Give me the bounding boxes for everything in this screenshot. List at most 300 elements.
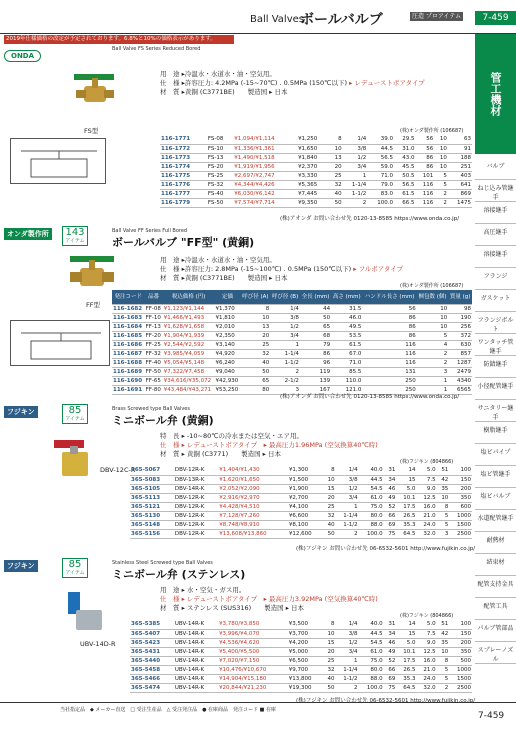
sidebar-tab[interactable]: 樹脂継手: [475, 422, 516, 444]
table-cell: 88.0: [359, 674, 384, 683]
table-cell: FF-50: [145, 368, 161, 375]
table-cell: 21.0: [416, 665, 436, 674]
table-cell: 65: [241, 376, 271, 385]
table-cell: 61.5: [331, 340, 362, 349]
section1-spec-line2: 仕 様 ▸許容圧力: 4.2MPa (-15~70℃) . 0.5MPa (150℃以下) ▸ レデューストボアタイプ: [160, 79, 425, 87]
section4-spec: [160, 586, 470, 613]
table-cell: 100.0: [367, 198, 394, 207]
table-cell: 75: [384, 529, 397, 538]
sidebar-tab[interactable]: スプレーノズル: [475, 642, 516, 664]
table-cell: 1/2: [343, 153, 368, 162]
table-row: [130, 674, 472, 683]
section4-title: ミニボール弁 (ステンレス): [112, 568, 246, 581]
table-cell: 10: [241, 313, 271, 322]
table-cell: ¥4,536/¥4,620: [218, 638, 288, 647]
table-row: [112, 349, 472, 358]
section2-spec-line1: 用 途 ▸冷温水・水道水・油・空気用。: [160, 256, 276, 264]
sidebar-tab[interactable]: 耐熱材: [475, 532, 516, 554]
table-cell: UBV-14R-K: [174, 683, 218, 692]
table-row: [112, 304, 472, 313]
table-cell: 188: [448, 153, 472, 162]
table-cell: ¥2,010: [215, 322, 241, 331]
ball-valve-ff-image: [66, 250, 118, 306]
sidebar-tab[interactable]: 塩ビバルブ: [475, 488, 516, 510]
sidebar-tab[interactable]: 溶接継手: [475, 246, 516, 268]
table-cell: 1/4: [335, 620, 358, 629]
table-cell: FS-32: [207, 180, 233, 189]
sidebar-tab[interactable]: 水道配管継手: [475, 510, 516, 532]
section2-item-badge: 143 アイテム: [62, 226, 88, 246]
header-title-en: Ball Valves: [250, 14, 304, 25]
table-cell: 372: [448, 331, 472, 340]
table-cell: 100.0: [359, 529, 384, 538]
table-cell: 79.0: [367, 180, 394, 189]
section1-img-label: FS型: [84, 127, 99, 135]
table-cell: 29.5: [394, 135, 415, 144]
fs-dimension-diagram: [10, 138, 106, 184]
table-cell: 79: [300, 340, 331, 349]
table-cell: 1000: [449, 511, 472, 520]
table-row: [160, 198, 472, 207]
table-cell: 5: [417, 331, 449, 340]
table-cell: 365-5130: [130, 511, 174, 520]
table-cell: DBV-12R-K: [174, 529, 218, 538]
table-cell: 56: [415, 135, 434, 144]
header-tag: 圧造 プロアイテム: [412, 13, 462, 20]
table-cell: 116: [415, 198, 434, 207]
table-cell: ¥4,100: [288, 502, 323, 511]
table-row: [112, 376, 472, 385]
table-cell: 7.5: [416, 629, 436, 638]
table-row: [130, 683, 472, 692]
table-cell: 35.3: [396, 674, 416, 683]
section3-table: [130, 466, 472, 539]
table-row: [130, 475, 472, 484]
table-cell: 40: [241, 358, 271, 367]
table-cell: 1-1/4: [270, 349, 300, 358]
table-cell: 16.0: [416, 656, 436, 665]
table-cell: 2500: [449, 529, 472, 538]
sidebar-tab[interactable]: フランジボルト: [475, 312, 516, 334]
table-cell: FF-32: [145, 350, 161, 357]
section3-brand-stamp: フジキン: [4, 406, 38, 418]
table-cell: 8: [437, 656, 450, 665]
table-cell: 2-1/2: [270, 376, 300, 385]
section2-series-en: Ball Valve FF Series Full Bored: [112, 228, 188, 234]
sidebar-tab[interactable]: 塩ビパイプ: [475, 444, 516, 466]
table-row: [160, 180, 472, 189]
table-cell: 34: [384, 629, 397, 638]
table-cell: DBV-12R-K: [174, 502, 218, 511]
section3-spec-line1: 特 長 ▸ -10~80℃の冷水または空気・エア用。: [160, 432, 304, 440]
table-cell: 24.0: [416, 674, 436, 683]
table-cell: 66.5: [394, 198, 415, 207]
table-row: [160, 135, 472, 144]
table-cell: 49: [384, 493, 397, 502]
table-cell: 52: [384, 502, 397, 511]
table-cell: ¥1,094/¥1,114: [233, 135, 297, 144]
table-cell: 869: [448, 189, 472, 198]
table-cell: 5: [437, 511, 450, 520]
table-cell: 8: [329, 135, 343, 144]
table-cell: FF-10: [145, 314, 161, 321]
section3-spec-line2: 仕 様 ▸ レデューストボアタイプ ▸ 最高圧力1.96MPa (空気換算40℃時): [160, 441, 378, 449]
table-cell: ¥3,996/¥4,070: [218, 629, 288, 638]
table-row: [130, 511, 472, 520]
table-cell: 17.5: [396, 502, 416, 511]
table-cell: FF-80: [145, 386, 161, 393]
section1-header: [112, 46, 472, 52]
table-cell: ¥1,250: [297, 135, 329, 144]
table-cell: ¥34,616/¥35,072: [163, 376, 215, 385]
table-cell: 116: [362, 349, 416, 358]
table-cell: 116: [415, 189, 434, 198]
table-cell: 24.0: [417, 520, 437, 529]
table-cell: 56: [362, 304, 416, 313]
sidebar-tab[interactable]: 塩ビ管継手: [475, 466, 516, 488]
table-cell: 49.5: [331, 322, 362, 331]
table-cell: 35.3: [396, 520, 416, 529]
table-cell: 2: [434, 189, 448, 198]
table-cell: 42: [437, 475, 450, 484]
table-cell: 3/8: [336, 475, 359, 484]
sidebar-tab[interactable]: ワンタッチ管継手: [475, 334, 516, 356]
table-cell: 1-1/2: [336, 520, 359, 529]
table-cell: ¥3,140: [215, 340, 241, 349]
table-cell: 5.0: [396, 638, 416, 647]
table-cell: ¥1,650: [297, 144, 329, 153]
table-header: 質量 (g): [448, 290, 472, 304]
section4-brand-stamp: フジキン: [4, 560, 38, 572]
table-cell: 86: [415, 153, 434, 162]
table-cell: ¥14,904/¥15,180: [218, 674, 288, 683]
table-cell: ¥2,700: [288, 493, 323, 502]
table-cell: FS-08: [207, 135, 233, 144]
table-cell: 56.5: [394, 180, 415, 189]
table-cell: 20: [323, 493, 336, 502]
section3-spec-line3: 材 質 ▸ 黄銅 (C3771) 製造国 ▸ 日本: [160, 450, 282, 458]
table-cell: 1: [335, 656, 358, 665]
table-cell: 67.0: [331, 349, 362, 358]
table-row: [112, 367, 472, 376]
table-row: [160, 171, 472, 180]
table-cell: 10: [417, 313, 449, 322]
table-cell: 100.0: [359, 683, 384, 692]
table-header: 呼び径 (B): [270, 290, 300, 304]
table-cell: FS-40: [207, 189, 233, 198]
table-cell: 3/8: [270, 313, 300, 322]
section3-maker: (株)フジキン (804866): [400, 459, 454, 465]
table-cell: 50: [323, 529, 336, 538]
table-row: [130, 620, 472, 629]
section4-img-label: UBV-14D-R: [80, 640, 116, 648]
table-cell: ¥4,920: [215, 349, 241, 358]
table-cell: 121.0: [331, 385, 362, 394]
table-cell: 12.5: [417, 493, 437, 502]
table-cell: ¥19,300: [288, 683, 323, 692]
table-cell: 34: [384, 475, 397, 484]
sidebar-tab[interactable]: 小径配管継手: [475, 378, 516, 400]
table-row: [160, 153, 472, 162]
table-cell: 50: [323, 683, 336, 692]
table-cell: 116-1684: [112, 322, 145, 331]
table-cell: ¥1,840: [297, 153, 329, 162]
table-cell: 80.0: [359, 665, 384, 674]
table-cell: 44.5: [367, 144, 394, 153]
table-cell: 40.0: [359, 466, 384, 475]
table-cell: ¥1,300: [288, 466, 323, 475]
sidebar-tab[interactable]: フランジ: [475, 268, 516, 290]
table-cell: 61.0: [359, 647, 384, 656]
table-cell: 35: [437, 638, 450, 647]
mini-ball-valve-brass-image: [50, 434, 100, 490]
section1-spec-note: ▸ レデューストボアタイプ: [349, 79, 425, 87]
table-cell: 350: [449, 647, 472, 656]
table-cell: 10: [434, 162, 448, 171]
table-row: [130, 484, 472, 493]
table-cell: 5: [437, 674, 450, 683]
sidebar-tab[interactable]: 結束材: [475, 554, 516, 576]
table-cell: 110.0: [331, 376, 362, 385]
table-cell: 40: [329, 189, 343, 198]
table-cell: UBV-14R-K: [174, 665, 218, 674]
table-cell: 600: [449, 502, 472, 511]
table-cell: 4: [417, 340, 449, 349]
table-cell: 66: [384, 665, 397, 674]
table-cell: ¥5,000: [288, 647, 323, 656]
section3-spec: [160, 432, 470, 459]
table-cell: 68: [300, 331, 331, 340]
table-cell: 116-1690: [112, 376, 145, 385]
table-cell: 1-1/2: [343, 189, 368, 198]
sidebar-tab[interactable]: ねじ込み管継手: [475, 180, 516, 202]
table-cell: 3: [270, 385, 300, 394]
table-cell: 54.5: [359, 484, 384, 493]
table-cell: ¥1,466/¥1,493: [163, 313, 215, 322]
table-cell: 9.0: [416, 638, 436, 647]
table-cell: 40.0: [359, 620, 384, 629]
header-title-jp: ボールバルブ: [300, 12, 383, 28]
table-cell: 5.0: [417, 466, 437, 475]
table-cell: 26.5: [396, 511, 416, 520]
table-cell: 2: [434, 198, 448, 207]
table-row: [130, 656, 472, 665]
table-cell: 200: [449, 638, 472, 647]
table-cell: 3: [437, 529, 450, 538]
category-label: 管工機材: [475, 34, 516, 154]
table-cell: 61.0: [359, 493, 384, 502]
table-cell: ¥7,322/¥7,458: [163, 367, 215, 376]
brand-logo-onda: ONDA: [4, 50, 41, 62]
table-cell: 4340: [448, 376, 472, 385]
table-cell: 116-1779: [160, 198, 207, 207]
table-cell: ¥5,365: [297, 180, 329, 189]
table-cell: 116-1772: [160, 144, 207, 153]
table-cell: 1: [336, 502, 359, 511]
section4-spec-line1: 用 途 ▸ 水・空気・ガス用。: [160, 586, 246, 594]
table-row: [130, 502, 472, 511]
table-cell: 365-5407: [130, 629, 174, 638]
table-cell: ¥6,600: [288, 511, 323, 520]
table-cell: 44: [300, 304, 331, 313]
table-cell: 15: [323, 484, 336, 493]
category-sidebar: [475, 34, 516, 694]
table-cell: 2: [437, 683, 450, 692]
table-cell: 25: [323, 502, 336, 511]
table-cell: 83.0: [367, 189, 394, 198]
table-cell: 1: [417, 385, 449, 394]
section2-spec-line2: 仕 様 ▸許容圧力: 2.8MPa (-15~100℃) . 0.5MPa (150℃以下) ▸ フルボアタイプ: [160, 265, 404, 273]
table-cell: 116: [362, 358, 416, 367]
table-header: 発注コード: [112, 290, 145, 304]
table-cell: ¥1,404/¥1,430: [218, 466, 288, 475]
table-cell: ¥6,240: [215, 358, 241, 367]
table-cell: ¥2,916/¥2,970: [218, 493, 288, 502]
section2-header: [112, 228, 472, 250]
table-cell: 51: [437, 466, 450, 475]
table-cell: 46: [384, 484, 397, 493]
table-row: [130, 529, 472, 538]
table-cell: 5: [434, 171, 448, 180]
sidebar-tab[interactable]: 配管支持金具: [475, 576, 516, 598]
table-cell: 32.0: [417, 529, 437, 538]
table-cell: 1/2: [270, 322, 300, 331]
table-cell: 167: [300, 385, 331, 394]
table-cell: 116-1682: [112, 304, 145, 313]
table-cell: ¥7,445: [297, 189, 329, 198]
table-cell: 46.0: [331, 313, 362, 322]
table-cell: 56: [415, 144, 434, 153]
table-cell: 32: [323, 511, 336, 520]
section2-spec: [160, 256, 470, 283]
section4-header: [112, 560, 472, 582]
table-cell: 250: [362, 385, 416, 394]
table-cell: 256: [448, 322, 472, 331]
table-cell: 44.5: [359, 475, 384, 484]
table-cell: FS-50: [207, 198, 233, 207]
table-cell: FF-25: [145, 341, 161, 348]
table-cell: 10: [329, 144, 343, 153]
section1-maker: (株)オンダ製作所 (106687): [400, 128, 464, 134]
table-cell: 2500: [449, 683, 472, 692]
table-cell: 50: [329, 198, 343, 207]
table-cell: ¥1,620/¥1,650: [218, 475, 288, 484]
table-cell: 5.0: [416, 620, 436, 629]
table-cell: 116-1689: [112, 367, 145, 376]
sidebar-tab[interactable]: パルブ管部品: [475, 620, 516, 642]
table-cell: 65: [300, 322, 331, 331]
table-cell: ¥53,250: [215, 385, 241, 394]
table-cell: ¥3,985/¥4,059: [163, 349, 215, 358]
table-cell: ¥20,844/¥21,230: [218, 683, 288, 692]
table-cell: 40: [323, 674, 336, 683]
table-cell: 3/4: [335, 647, 358, 656]
table-cell: ¥2,370: [297, 162, 329, 171]
table-cell: 32: [329, 180, 343, 189]
sidebar-tab[interactable]: 配管工具: [475, 598, 516, 620]
table-cell: 35: [437, 484, 450, 493]
table-cell: 88.0: [359, 520, 384, 529]
table-cell: 365-5148: [130, 520, 174, 529]
table-cell: 31: [384, 466, 397, 475]
table-cell: FS-13: [207, 153, 233, 162]
table-cell: 116-1685: [112, 331, 145, 340]
table-cell: ¥12,600: [288, 529, 323, 538]
sidebar-tab[interactable]: ガスケット: [475, 290, 516, 312]
sidebar-tab[interactable]: バルブ: [475, 158, 516, 180]
table-cell: FF-08: [145, 305, 161, 312]
table-cell: 5: [434, 180, 448, 189]
table-cell: 20: [241, 331, 271, 340]
table-cell: ¥2,544/¥2,592: [163, 340, 215, 349]
table-cell: 2479: [448, 367, 472, 376]
table-row: [112, 331, 472, 340]
table-cell: 69: [384, 674, 397, 683]
table-cell: 365-5440: [130, 656, 174, 665]
table-cell: 5: [437, 520, 450, 529]
table-cell: ¥1,810: [215, 313, 241, 322]
table-cell: 365-5156: [130, 529, 174, 538]
table-cell: 8: [323, 466, 336, 475]
table-cell: 91: [448, 144, 472, 153]
table-cell: 1/2: [336, 484, 359, 493]
ff-dimension-diagram: [10, 320, 110, 366]
table-cell: 365-5113: [130, 493, 174, 502]
table-cell: 71.0: [331, 358, 362, 367]
table-cell: 86: [362, 313, 416, 322]
section2-img-label: FF型: [86, 301, 100, 309]
table-cell: 61.5: [394, 189, 415, 198]
table-cell: 3/8: [335, 629, 358, 638]
sidebar-tab[interactable]: 防錆継手: [475, 356, 516, 378]
table-cell: FS-20: [207, 162, 233, 171]
table-cell: 17.5: [396, 656, 416, 665]
ball-valve-fs-image: [70, 66, 118, 126]
table-cell: 100: [449, 620, 472, 629]
sidebar-tab[interactable]: 高圧継手: [475, 224, 516, 246]
sidebar-tab[interactable]: 溶接継手: [475, 202, 516, 224]
table-cell: 52: [384, 656, 397, 665]
table-cell: 75.0: [359, 502, 384, 511]
table-cell: ¥6,500: [288, 656, 323, 665]
table-cell: FF-20: [145, 332, 161, 339]
table-cell: 43.0: [394, 153, 415, 162]
table-cell: ¥3,700: [288, 629, 323, 638]
table-cell: 13: [241, 322, 271, 331]
table-cell: 116-1777: [160, 189, 207, 198]
table-cell: ¥3,780/¥3,850: [218, 620, 288, 629]
table-row: [130, 665, 472, 674]
table-cell: 1475: [448, 198, 472, 207]
table-header: 定価: [215, 290, 241, 304]
table-cell: 116-1775: [160, 171, 207, 180]
table-cell: 5.0: [396, 484, 416, 493]
table-row: [112, 313, 472, 322]
table-cell: ¥1,628/¥1,658: [163, 322, 215, 331]
table-cell: 116-1683: [112, 313, 145, 322]
table-cell: ¥1,919/¥1,956: [233, 162, 297, 171]
mini-ball-valve-stainless-image: [64, 588, 110, 638]
table-cell: ¥1,490/¥1,518: [233, 153, 297, 162]
sidebar-tab[interactable]: サニタリー継手: [475, 400, 516, 422]
section3-img-label: DBV-12C-R: [100, 466, 136, 474]
table-cell: 857: [448, 349, 472, 358]
table-cell: 15: [396, 629, 416, 638]
section2-title: ボールバルブ "FF型" (黄銅): [112, 236, 255, 249]
table-cell: 80.0: [359, 511, 384, 520]
table-cell: 1287: [448, 358, 472, 367]
table-cell: 116-1774: [160, 162, 207, 171]
